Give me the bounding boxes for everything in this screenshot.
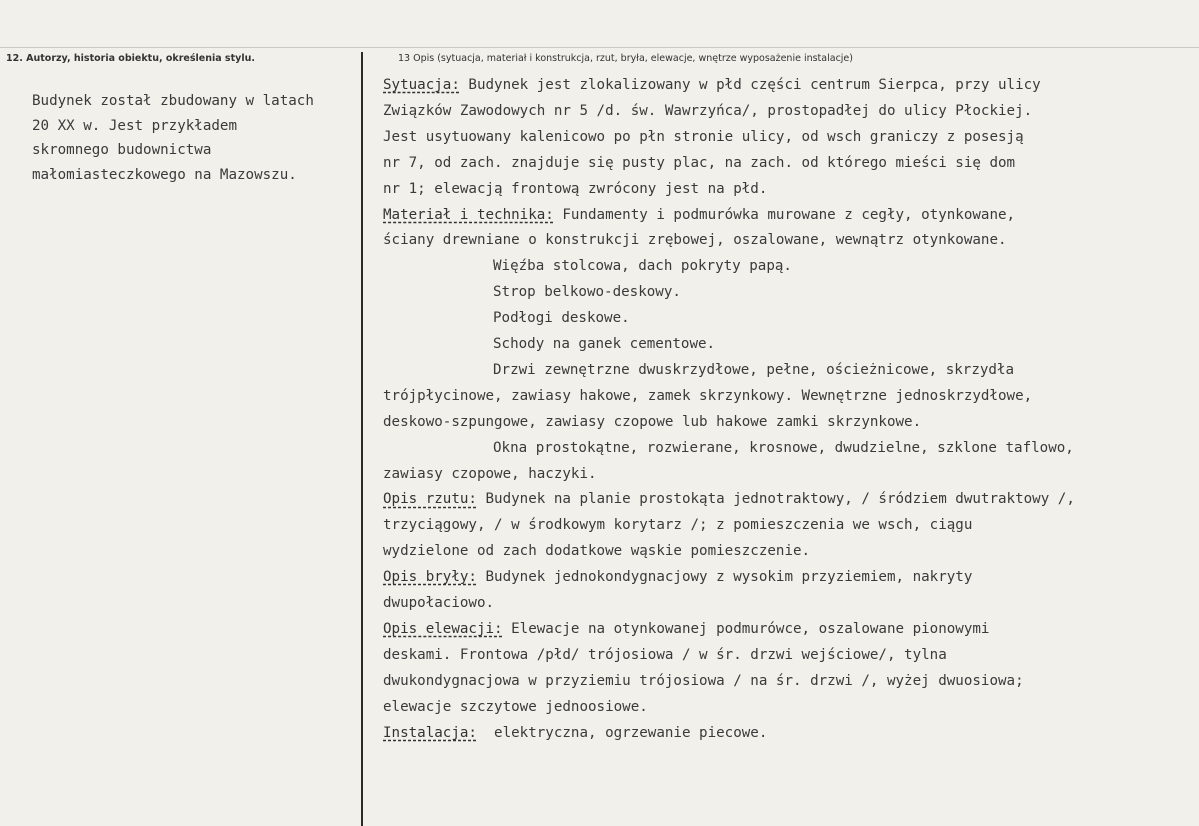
right-text-line <box>383 725 767 741</box>
line-text: Okna prostokątne, rozwierane, krosnowe, dwudzielne, szklone taflowo, <box>493 439 1074 456</box>
right-text-line <box>383 491 1075 507</box>
right-text-line <box>383 388 1032 404</box>
section-label: Opis elewacji: <box>383 620 503 637</box>
line-text: Budynek na planie prostokąta jednotraktowy, / śródziem dwutraktowy /, <box>476 491 1075 508</box>
line-text: wydzielone od zach dodatkowe wąskie pomieszczenie. <box>383 543 811 560</box>
section-label: Opis rzutu: <box>383 491 477 508</box>
line-text: Strop belkowo-deskowy. <box>493 284 681 301</box>
line-text: zawiasy czopowe, haczyki. <box>383 465 597 482</box>
right-text-line <box>383 129 1024 145</box>
line-text: elektryczna, ogrzewanie piecowe. <box>476 724 768 741</box>
right-text-line <box>383 77 1041 93</box>
right-text-line <box>383 232 1007 248</box>
left-text-line: skromnego budownictwa <box>32 142 212 158</box>
line-text: Drzwi zewnętrzne dwuskrzydłowe, pełne, ościeżnicowe, skrzydła <box>493 361 1015 378</box>
right-text-line <box>383 466 597 482</box>
right-text-line <box>493 440 1074 456</box>
line-text: nr 7, od zach. znajduje się pusty plac, na zach. od którego mieści się dom <box>383 154 1016 171</box>
right-text-line <box>383 699 648 715</box>
right-text-line <box>383 621 989 637</box>
right-text-line <box>383 181 767 197</box>
line-text: Więźba stolcowa, dach pokryty papą. <box>493 258 792 275</box>
section-label: Opis bryły: <box>383 569 477 586</box>
right-text-line <box>383 543 810 559</box>
right-text-line <box>383 207 1015 223</box>
line-text: ściany drewniane o konstrukcji zrębowej, oszalowane, wewnątrz otynkowane. <box>383 232 1007 249</box>
line-text: Budynek jest zlokalizowany w płd części centrum Sierpca, przy ulicy <box>459 77 1041 93</box>
left-text-line: małomiasteczkowego na Mazowszu. <box>32 166 297 183</box>
right-text-line <box>383 673 1024 689</box>
section-label: Sytuacja: <box>383 77 460 93</box>
right-column-header: 13 Opis (sytuacja, materiał i konstrukcja, rzut, bryła, elewacje, wnętrze wyposażenie instalacje) <box>398 53 853 64</box>
column-divider <box>361 52 363 826</box>
section-label: Instalacja: <box>383 724 477 741</box>
right-text-line <box>383 517 972 533</box>
line-text: Jest usytuowany kalenicowo po płn stronie ulicy, od wsch graniczy z posesją <box>383 128 1024 145</box>
right-text-line <box>383 103 1032 119</box>
line-text: nr 1; elewacją frontową zwrócony jest na płd. <box>383 180 768 197</box>
right-text-line <box>383 155 1015 171</box>
section-label: Materiał i technika: <box>383 206 554 223</box>
top-rule <box>0 47 1199 48</box>
line-text: elewacje szczytowe jednoosiowe. <box>383 698 648 715</box>
line-text: dwukondygnacjowa w przyziemiu trójosiowa / na śr. drzwi /, wyżej dwuosiowa; <box>383 672 1024 689</box>
line-text: trzyciągowy, / w środkowym korytarz /; z pomieszczenia we wsch, ciągu <box>383 517 973 534</box>
line-text: dwupołaciowo. <box>383 595 495 611</box>
right-text-line <box>383 647 947 663</box>
right-text-line <box>383 569 972 585</box>
right-text-line <box>493 310 630 326</box>
left-text-line: Budynek został zbudowany w latach <box>32 93 314 109</box>
line-text: Schody na ganek cementowe. <box>493 336 716 352</box>
right-text-line <box>383 595 494 611</box>
line-text: deskami. Frontowa /płd/ trójosiowa / w śr. drzwi wejściowe/, tylna <box>383 646 947 663</box>
line-text: trójpłycinowe, zawiasy hakowe, zamek skrzynkowy. Wewnętrzne jednoskrzydłowe, <box>383 387 1033 404</box>
left-column-header: 12. Autorzy, historia obiektu, określenia stylu. <box>6 53 255 64</box>
right-text-line <box>493 362 1014 378</box>
line-text: Podłogi deskowe. <box>493 310 630 327</box>
right-text-line <box>493 284 681 300</box>
line-text: Związków Zawodowych nr 5 /d. św. Wawrzyńca/, prostopadłej do ulicy Płockiej. <box>383 102 1033 119</box>
right-text-line <box>383 414 921 430</box>
right-text-line <box>493 258 792 274</box>
right-text-line <box>493 336 715 352</box>
left-text-line: 20 XX w. Jest przykładem <box>32 117 237 134</box>
line-text: Budynek jednokondygnacjowy z wysokim przyziemiem, nakryty <box>476 569 973 586</box>
line-text: Fundamenty i podmurówka murowane z cegły, otynkowane, <box>553 206 1016 223</box>
line-text: Elewacje na otynkowanej podmurówce, oszalowane pionowymi <box>502 620 990 637</box>
line-text: deskowo-szpungowe, zawiasy czopowe lub hakowe zamki skrzynkowe. <box>383 413 922 430</box>
